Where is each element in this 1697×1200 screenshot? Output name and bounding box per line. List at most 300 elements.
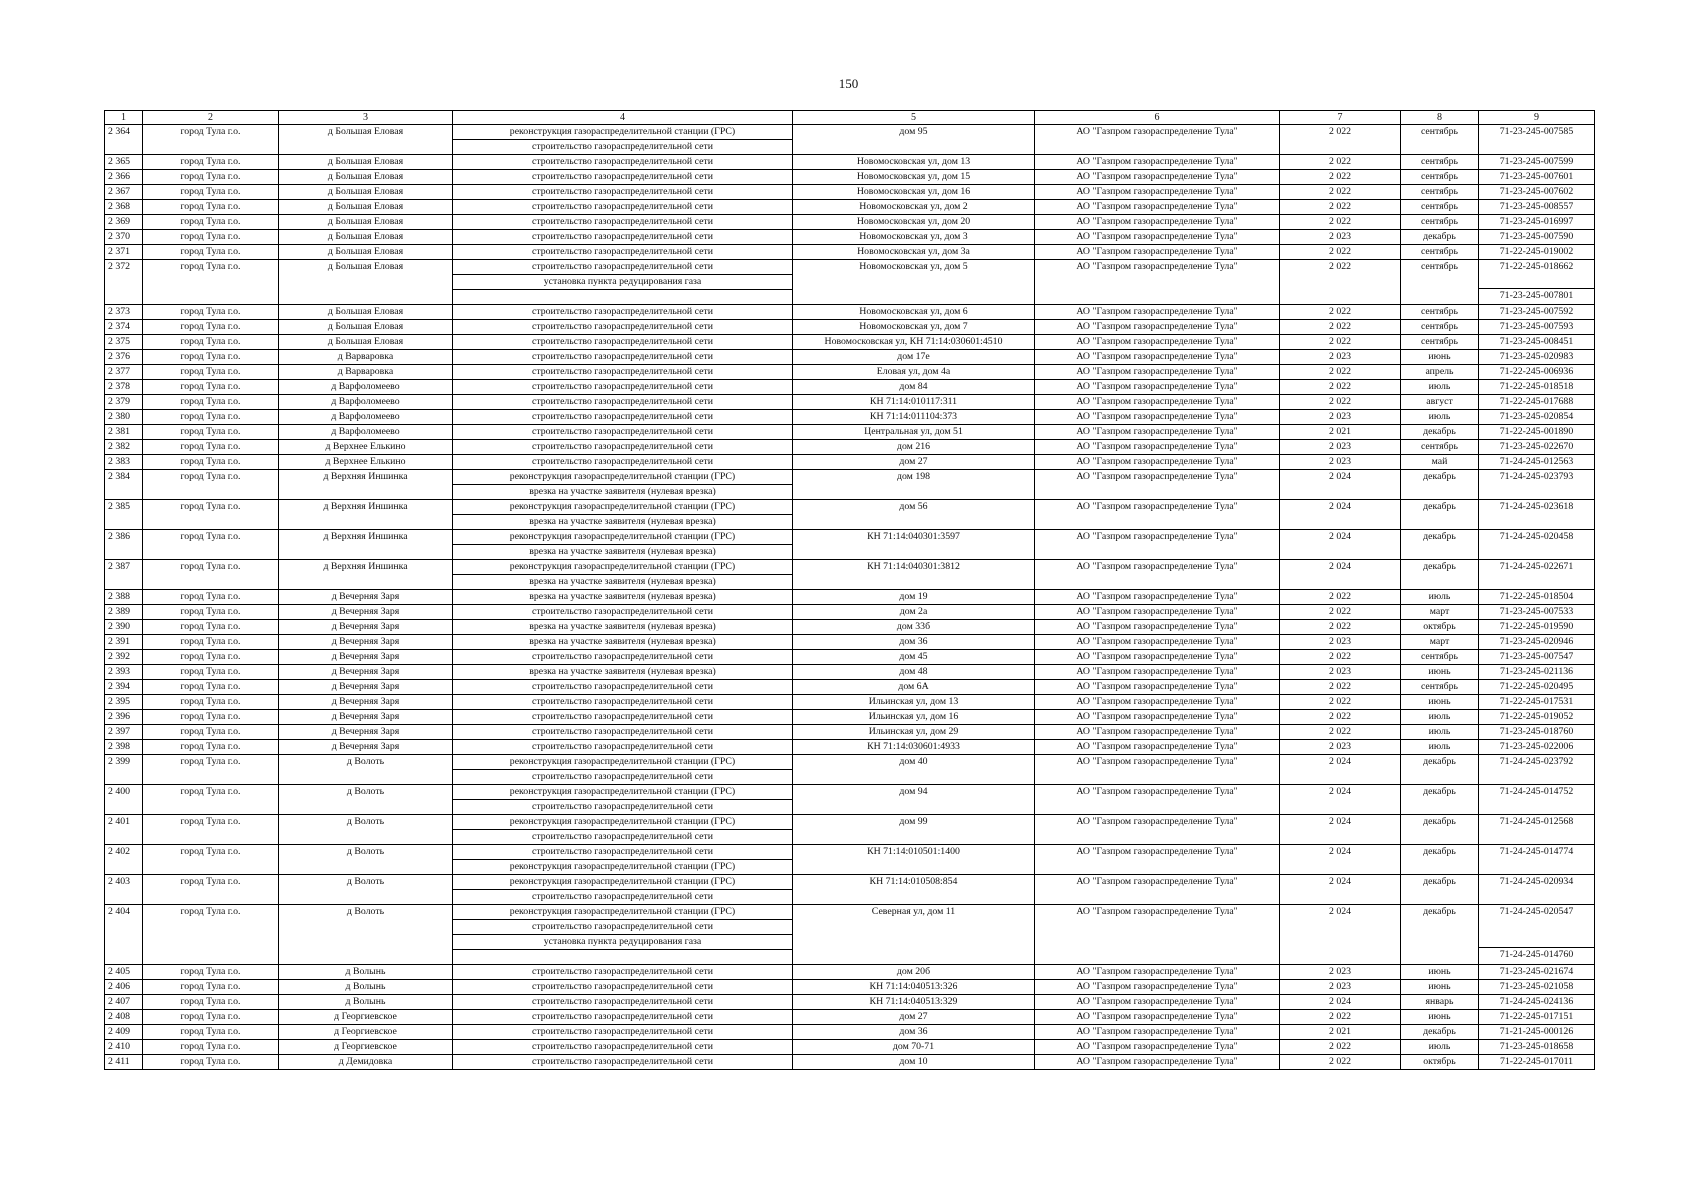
- month: август: [1401, 395, 1479, 410]
- column-header: 6: [1035, 111, 1280, 125]
- municipality: город Тула г.о.: [143, 455, 279, 470]
- address: Ильинская ул, дом 16: [793, 710, 1035, 725]
- table-row: [105, 200, 1595, 215]
- work-type: [453, 635, 793, 650]
- table-row: [105, 1025, 1595, 1040]
- page-number: 150: [838, 76, 859, 91]
- work-type: [453, 560, 793, 590]
- year: 2 022: [1280, 170, 1401, 185]
- work-type: [453, 1055, 793, 1070]
- year: 2 022: [1280, 680, 1401, 695]
- month: март: [1401, 605, 1479, 620]
- address: дом 94: [793, 785, 1035, 815]
- table-row: [105, 875, 1595, 905]
- month: апрель: [1401, 365, 1479, 380]
- month: июнь: [1401, 980, 1479, 995]
- municipality: город Тула г.о.: [143, 260, 279, 305]
- municipality: город Тула г.о.: [143, 755, 279, 785]
- settlement: д Георгиевское: [279, 1040, 453, 1055]
- year: 2 022: [1280, 200, 1401, 215]
- year: 2 022: [1280, 380, 1401, 395]
- application-code: [1479, 875, 1595, 905]
- year: 2 022: [1280, 695, 1401, 710]
- organization: АО "Газпром газораспределение Тула": [1035, 785, 1280, 815]
- year: 2 022: [1280, 365, 1401, 380]
- row-number: 2 386: [105, 530, 143, 560]
- address: дом 20б: [793, 965, 1035, 980]
- address: дом 36: [793, 1025, 1035, 1040]
- work-type: [453, 815, 793, 845]
- row-number: 2 404: [105, 905, 143, 965]
- gasification-registry-table: [104, 110, 1595, 1070]
- table-row: [105, 740, 1595, 755]
- month: июль: [1401, 740, 1479, 755]
- organization: АО "Газпром газораспределение Тула": [1035, 620, 1280, 635]
- row-number: 2 400: [105, 785, 143, 815]
- work-type: [453, 455, 793, 470]
- application-code-line: 71-22-245-019590: [1499, 621, 1574, 632]
- application-code-line: [1479, 919, 1594, 933]
- address: дом 19: [793, 590, 1035, 605]
- month: сентябрь: [1401, 125, 1479, 155]
- application-code-line: 71-22-245-020495: [1499, 681, 1574, 692]
- row-number: 2 411: [105, 1055, 143, 1070]
- month: декабрь: [1401, 530, 1479, 560]
- municipality: город Тула г.о.: [143, 710, 279, 725]
- table-row: [105, 155, 1595, 170]
- municipality: город Тула г.о.: [143, 335, 279, 350]
- address: Новомосковская ул, дом 3: [793, 230, 1035, 245]
- month: декабрь: [1401, 425, 1479, 440]
- application-code-line: 71-23-245-007590: [1499, 231, 1574, 242]
- municipality: город Тула г.о.: [143, 305, 279, 320]
- work-type-line: реконструкция газораспределительной станции (ГРС): [509, 126, 736, 137]
- municipality: город Тула г.о.: [143, 395, 279, 410]
- address: дом 10: [793, 1055, 1035, 1070]
- table-row: [105, 425, 1595, 440]
- municipality: город Тула г.о.: [143, 230, 279, 245]
- table-row: [105, 260, 1595, 305]
- work-type-line: строительство газораспределительной сети: [532, 411, 713, 422]
- address: КН 71:14:040301:3597: [793, 530, 1035, 560]
- month: сентябрь: [1401, 320, 1479, 335]
- column-header: 1: [105, 111, 143, 125]
- municipality: город Тула г.о.: [143, 245, 279, 260]
- month: декабрь: [1401, 755, 1479, 785]
- row-number: 2 388: [105, 590, 143, 605]
- month: январь: [1401, 995, 1479, 1010]
- work-type-line: строительство газораспределительной сети: [532, 156, 713, 167]
- municipality: город Тула г.о.: [143, 320, 279, 335]
- application-code: [1479, 335, 1595, 350]
- municipality: город Тула г.о.: [143, 965, 279, 980]
- application-code: [1479, 650, 1595, 665]
- address: дом 45: [793, 650, 1035, 665]
- work-type: [453, 665, 793, 680]
- table-row: [105, 725, 1595, 740]
- month: сентябрь: [1401, 440, 1479, 455]
- organization: АО "Газпром газораспределение Тула": [1035, 605, 1280, 620]
- application-code-line: 71-23-245-008557: [1499, 201, 1574, 212]
- work-type-line: реконструкция газораспределительной станции (ГРС): [509, 471, 736, 482]
- application-code-line: 71-22-245-019052: [1499, 711, 1574, 722]
- year: 2 024: [1280, 470, 1401, 500]
- work-type-line: строительство газораспределительной сети: [532, 336, 713, 347]
- row-number: 2 380: [105, 410, 143, 425]
- municipality: город Тула г.о.: [143, 215, 279, 230]
- organization: АО "Газпром газораспределение Тула": [1035, 125, 1280, 155]
- settlement: д Большая Еловая: [279, 215, 453, 230]
- work-type-line: строительство газораспределительной сети: [532, 306, 713, 317]
- municipality: город Тула г.о.: [143, 695, 279, 710]
- settlement: д Демидовка: [279, 1055, 453, 1070]
- application-code-line: 71-22-245-017011: [1499, 1056, 1574, 1067]
- address: КН 71:14:010117:311: [793, 395, 1035, 410]
- application-code-line: 71-22-245-017531: [1499, 696, 1574, 707]
- municipality: город Тула г.о.: [143, 350, 279, 365]
- settlement: д Большая Еловая: [279, 260, 453, 305]
- row-number: 2 374: [105, 320, 143, 335]
- municipality: город Тула г.о.: [143, 590, 279, 605]
- work-type: [453, 650, 793, 665]
- work-type-line: строительство газораспределительной сети: [532, 726, 713, 737]
- municipality: город Тула г.о.: [143, 1025, 279, 1040]
- work-type-line: строительство газораспределительной сети: [532, 261, 713, 272]
- month: сентябрь: [1401, 170, 1479, 185]
- settlement: д Вечерняя Заря: [279, 605, 453, 620]
- table-row: [105, 1040, 1595, 1055]
- settlement: д Георгиевское: [279, 1025, 453, 1040]
- work-type-line: строительство газораспределительной сети: [532, 1026, 713, 1037]
- address: Новомосковская ул, дом 15: [793, 170, 1035, 185]
- organization: АО "Газпром газораспределение Тула": [1035, 305, 1280, 320]
- settlement: д Вечерняя Заря: [279, 725, 453, 740]
- month: декабрь: [1401, 560, 1479, 590]
- work-type: [453, 755, 793, 785]
- organization: АО "Газпром газораспределение Тула": [1035, 440, 1280, 455]
- application-code-line: 71-23-245-018760: [1499, 726, 1574, 737]
- municipality: город Тула г.о.: [143, 875, 279, 905]
- application-code-line: 71-23-245-020983: [1499, 351, 1574, 362]
- settlement: д Большая Еловая: [279, 335, 453, 350]
- organization: АО "Газпром газораспределение Тула": [1035, 845, 1280, 875]
- application-code-line: 71-24-245-023793: [1499, 471, 1574, 482]
- address: дом 33б: [793, 620, 1035, 635]
- application-code-line: 71-24-245-014760: [1479, 947, 1594, 962]
- application-code-line: 71-22-245-017688: [1499, 396, 1574, 407]
- application-code: [1479, 695, 1595, 710]
- row-number: 2 387: [105, 560, 143, 590]
- month: сентябрь: [1401, 215, 1479, 230]
- year: 2 024: [1280, 755, 1401, 785]
- table-row: [105, 215, 1595, 230]
- municipality: город Тула г.о.: [143, 440, 279, 455]
- application-code-line: 71-23-245-018658: [1499, 1041, 1574, 1052]
- organization: АО "Газпром газораспределение Тула": [1035, 1010, 1280, 1025]
- application-code-line: 71-22-245-001890: [1499, 426, 1574, 437]
- settlement: д Вечерняя Заря: [279, 695, 453, 710]
- organization: АО "Газпром газораспределение Тула": [1035, 665, 1280, 680]
- work-type: [453, 230, 793, 245]
- table-row: [105, 350, 1595, 365]
- work-type: [453, 740, 793, 755]
- application-code-line: 71-23-245-022670: [1499, 441, 1574, 452]
- row-number: 2 409: [105, 1025, 143, 1040]
- work-type: [453, 245, 793, 260]
- application-code: [1479, 365, 1595, 380]
- row-number: 2 367: [105, 185, 143, 200]
- municipality: город Тула г.о.: [143, 620, 279, 635]
- address: КН 71:14:040513:329: [793, 995, 1035, 1010]
- month: декабрь: [1401, 500, 1479, 530]
- settlement: д Волынь: [279, 965, 453, 980]
- application-code-line: 71-23-245-007602: [1499, 186, 1574, 197]
- table-row: [105, 680, 1595, 695]
- settlement: д Варфоломеево: [279, 395, 453, 410]
- year: 2 022: [1280, 620, 1401, 635]
- work-type: [453, 1010, 793, 1025]
- year: 2 022: [1280, 395, 1401, 410]
- settlement: д Большая Еловая: [279, 125, 453, 155]
- work-type-line: строительство газораспределительной сети: [532, 741, 713, 752]
- application-code-line: 71-24-245-014752: [1499, 786, 1574, 797]
- address: Новомосковская ул, дом 6: [793, 305, 1035, 320]
- column-header: 9: [1479, 111, 1595, 125]
- month: март: [1401, 635, 1479, 650]
- application-code-line: 71-23-245-020946: [1499, 636, 1574, 647]
- settlement: д Верхняя Иншинка: [279, 500, 453, 530]
- municipality: город Тула г.о.: [143, 980, 279, 995]
- organization: АО "Газпром газораспределение Тула": [1035, 740, 1280, 755]
- column-number-row: [105, 111, 1595, 125]
- address: КН 71:14:011104:373: [793, 410, 1035, 425]
- municipality: город Тула г.о.: [143, 530, 279, 560]
- application-code: [1479, 710, 1595, 725]
- table-row: [105, 500, 1595, 530]
- year: 2 022: [1280, 185, 1401, 200]
- application-code: [1479, 725, 1595, 740]
- table-row: [105, 530, 1595, 560]
- year: 2 023: [1280, 230, 1401, 245]
- table-row: [105, 710, 1595, 725]
- municipality: город Тула г.о.: [143, 1010, 279, 1025]
- table-row: [105, 995, 1595, 1010]
- year: 2 021: [1280, 425, 1401, 440]
- month: июль: [1401, 1040, 1479, 1055]
- month: июль: [1401, 710, 1479, 725]
- table-row: [105, 560, 1595, 590]
- application-code: [1479, 740, 1595, 755]
- application-code: [1479, 590, 1595, 605]
- settlement: д Варфоломеево: [279, 425, 453, 440]
- row-number: 2 379: [105, 395, 143, 410]
- address: дом 70-71: [793, 1040, 1035, 1055]
- address: Ильинская ул, дом 29: [793, 725, 1035, 740]
- address: КН 71:14:010508:854: [793, 875, 1035, 905]
- application-code: [1479, 1055, 1595, 1070]
- work-type: [453, 125, 793, 155]
- month: сентябрь: [1401, 200, 1479, 215]
- work-type: [453, 350, 793, 365]
- month: октябрь: [1401, 1055, 1479, 1070]
- application-code: [1479, 680, 1595, 695]
- work-type: [453, 845, 793, 875]
- work-type: [453, 470, 793, 500]
- table-row: [105, 245, 1595, 260]
- year: 2 024: [1280, 530, 1401, 560]
- work-type-line: строительство газораспределительной сети: [532, 231, 713, 242]
- work-type-line: реконструкция газораспределительной станции (ГРС): [509, 786, 736, 797]
- table-row: [105, 230, 1595, 245]
- organization: АО "Газпром газораспределение Тула": [1035, 560, 1280, 590]
- organization: АО "Газпром газораспределение Тула": [1035, 350, 1280, 365]
- application-code-line: 71-22-245-018504: [1499, 591, 1574, 602]
- settlement: д Верхняя Иншинка: [279, 530, 453, 560]
- organization: АО "Газпром газораспределение Тула": [1035, 755, 1280, 785]
- work-type-line: строительство газораспределительной сети: [532, 246, 713, 257]
- work-type-line: строительство газораспределительной сети: [532, 651, 713, 662]
- month: июнь: [1401, 665, 1479, 680]
- organization: АО "Газпром газораспределение Тула": [1035, 470, 1280, 500]
- work-type: [453, 905, 793, 965]
- application-code: [1479, 350, 1595, 365]
- work-type: [453, 425, 793, 440]
- month: сентябрь: [1401, 680, 1479, 695]
- work-type-line: строительство газораспределительной сети: [453, 889, 792, 904]
- month: июль: [1401, 590, 1479, 605]
- work-type-line: строительство газораспределительной сети: [453, 799, 792, 814]
- work-type-line: реконструкция газораспределительной станции (ГРС): [509, 906, 736, 917]
- month: июль: [1401, 380, 1479, 395]
- organization: АО "Газпром газораспределение Тула": [1035, 1040, 1280, 1055]
- table-row: [105, 620, 1595, 635]
- row-number: 2 396: [105, 710, 143, 725]
- column-header: 3: [279, 111, 453, 125]
- municipality: город Тула г.о.: [143, 995, 279, 1010]
- work-type-line: строительство газораспределительной сети: [532, 381, 713, 392]
- organization: АО "Газпром газораспределение Тула": [1035, 230, 1280, 245]
- application-code-line: 71-21-245-000126: [1499, 1026, 1574, 1037]
- year: 2 022: [1280, 1055, 1401, 1070]
- work-type: [453, 170, 793, 185]
- row-number: 2 373: [105, 305, 143, 320]
- work-type-line: строительство газораспределительной сети: [453, 919, 792, 934]
- work-type-line: реконструкция газораспределительной станции (ГРС): [509, 756, 736, 767]
- work-type: [453, 1040, 793, 1055]
- settlement: д Верхняя Иншинка: [279, 470, 453, 500]
- settlement: д Волоть: [279, 755, 453, 785]
- work-type-line: строительство газораспределительной сети: [532, 1056, 713, 1067]
- application-code-line: 71-23-245-007533: [1499, 606, 1574, 617]
- work-type: [453, 320, 793, 335]
- work-type-line: реконструкция газораспределительной станции (ГРС): [453, 859, 792, 874]
- work-type-line: установка пункта редуцирования газа: [453, 934, 792, 949]
- year: 2 022: [1280, 1010, 1401, 1025]
- year: 2 023: [1280, 965, 1401, 980]
- work-type: [453, 380, 793, 395]
- settlement: д Большая Еловая: [279, 245, 453, 260]
- address: дом 2а: [793, 605, 1035, 620]
- work-type-line: врезка на участке заявителя (нулевая врезка): [529, 621, 716, 632]
- month: сентябрь: [1401, 245, 1479, 260]
- settlement: д Большая Еловая: [279, 200, 453, 215]
- settlement: д Большая Еловая: [279, 185, 453, 200]
- work-type-line: строительство газораспределительной сети: [532, 201, 713, 212]
- work-type: [453, 710, 793, 725]
- work-type-line: врезка на участке заявителя (нулевая врезка): [453, 514, 792, 529]
- application-code-line: 71-23-245-021136: [1499, 666, 1574, 677]
- organization: АО "Газпром газораспределение Тула": [1035, 395, 1280, 410]
- application-code: [1479, 455, 1595, 470]
- application-code-line: 71-24-245-012563: [1499, 456, 1574, 467]
- organization: АО "Газпром газораспределение Тула": [1035, 995, 1280, 1010]
- organization: АО "Газпром газораспределение Тула": [1035, 635, 1280, 650]
- row-number: 2 408: [105, 1010, 143, 1025]
- year: 2 023: [1280, 635, 1401, 650]
- settlement: д Верхнее Елькино: [279, 455, 453, 470]
- settlement: д Большая Еловая: [279, 230, 453, 245]
- row-number: 2 378: [105, 380, 143, 395]
- work-type: [453, 410, 793, 425]
- application-code: [1479, 635, 1595, 650]
- organization: АО "Газпром газораспределение Тула": [1035, 695, 1280, 710]
- municipality: город Тула г.о.: [143, 605, 279, 620]
- table-row: [105, 125, 1595, 155]
- row-number: 2 381: [105, 425, 143, 440]
- work-type-line: врезка на участке заявителя (нулевая врезка): [453, 544, 792, 559]
- application-code-line: 71-24-245-020547: [1499, 906, 1574, 917]
- municipality: город Тула г.о.: [143, 1055, 279, 1070]
- table-row: [105, 335, 1595, 350]
- year: 2 023: [1280, 665, 1401, 680]
- year: 2 024: [1280, 785, 1401, 815]
- work-type-line: врезка на участке заявителя (нулевая врезка): [453, 574, 792, 589]
- work-type-line: строительство газораспределительной сети: [532, 711, 713, 722]
- address: Северная ул, дом 11: [793, 905, 1035, 965]
- work-type-line: строительство газораспределительной сети: [532, 396, 713, 407]
- organization: АО "Газпром газораспределение Тула": [1035, 260, 1280, 305]
- table-row: [105, 1010, 1595, 1025]
- organization: АО "Газпром газораспределение Тула": [1035, 455, 1280, 470]
- table-row: [105, 785, 1595, 815]
- work-type: [453, 200, 793, 215]
- settlement: д Варфоломеево: [279, 410, 453, 425]
- organization: АО "Газпром газораспределение Тула": [1035, 530, 1280, 560]
- work-type: [453, 440, 793, 455]
- settlement: д Вечерняя Заря: [279, 740, 453, 755]
- application-code-line: 71-24-245-020934: [1499, 876, 1574, 887]
- year: 2 024: [1280, 845, 1401, 875]
- month: июнь: [1401, 695, 1479, 710]
- table-row: [105, 170, 1595, 185]
- table-row: [105, 815, 1595, 845]
- month: декабрь: [1401, 1025, 1479, 1040]
- year: 2 022: [1280, 305, 1401, 320]
- month: декабрь: [1401, 875, 1479, 905]
- year: 2 023: [1280, 410, 1401, 425]
- municipality: город Тула г.о.: [143, 845, 279, 875]
- address: Еловая ул, дом 4а: [793, 365, 1035, 380]
- work-type-line: строительство газораспределительной сети: [532, 981, 713, 992]
- work-type-line: строительство газораспределительной сети: [532, 1011, 713, 1022]
- month: декабрь: [1401, 845, 1479, 875]
- application-code: [1479, 980, 1595, 995]
- month: июнь: [1401, 1010, 1479, 1025]
- application-code-line: 71-23-245-022006: [1499, 741, 1574, 752]
- month: июль: [1401, 410, 1479, 425]
- row-number: 2 392: [105, 650, 143, 665]
- application-code-line: 71-23-245-021058: [1499, 981, 1574, 992]
